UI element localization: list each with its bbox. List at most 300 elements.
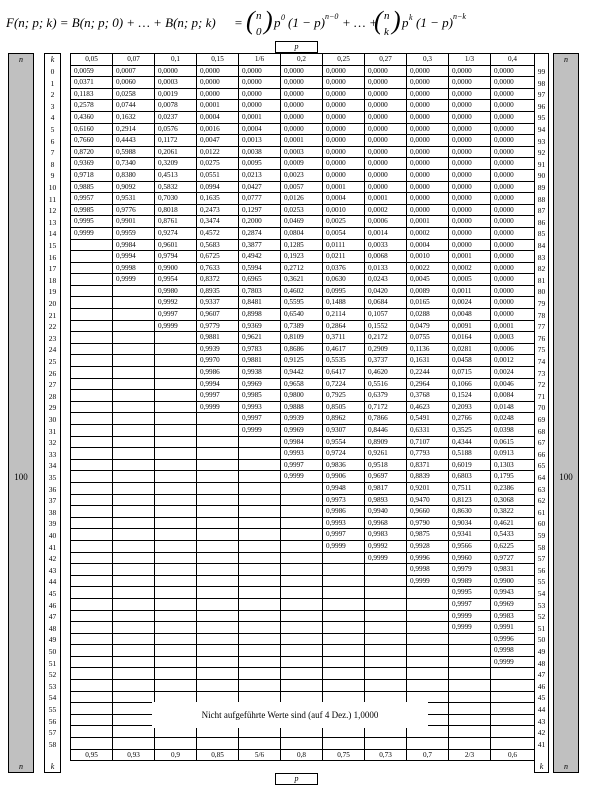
table-row-cell — [197, 598, 239, 610]
k-value: 24 — [48, 345, 57, 355]
table-row-cell — [407, 680, 449, 692]
k-value: 12 — [48, 206, 57, 216]
table-row-cell: 0,0000 — [239, 88, 281, 100]
table-row — [71, 332, 535, 344]
table-row-cell: 0,0237 — [155, 111, 197, 123]
p-footer-row-cell: 5/6 — [239, 749, 281, 761]
table-row-cell: 0,8018 — [155, 204, 197, 216]
table-row-cell — [113, 343, 155, 355]
table-row-cell — [113, 680, 155, 692]
table-row-cell — [239, 471, 281, 483]
table-row-cell — [197, 738, 239, 750]
table-row-cell: 0,0004 — [323, 193, 365, 205]
table-row-cell: 0,1066 — [449, 378, 491, 390]
table-row-cell: 0,3525 — [449, 425, 491, 437]
table-row-cell: 0,0011 — [449, 285, 491, 297]
n-value-left: 100 — [14, 472, 28, 482]
table-row-cell — [491, 668, 535, 680]
n-minus-k-value: 45 — [537, 693, 546, 703]
table-row-cell: 0,4344 — [449, 436, 491, 448]
table-row — [71, 239, 535, 251]
table-row-cell: 0,0000 — [449, 193, 491, 205]
table-row-cell — [155, 598, 197, 610]
table-row-cell: 0,0253 — [281, 204, 323, 216]
table-row-cell — [407, 668, 449, 680]
table-row — [71, 297, 535, 309]
table-row — [71, 540, 535, 552]
table-row-cell — [407, 622, 449, 634]
table-row-cell: 0,9718 — [71, 169, 113, 181]
table-row-cell — [71, 633, 113, 645]
table-row-cell: 0,9938 — [239, 367, 281, 379]
table-row-cell: 0,0089 — [407, 285, 449, 297]
table-row-cell — [155, 355, 197, 367]
table-row-cell — [323, 633, 365, 645]
table-row-cell — [71, 575, 113, 587]
table-row — [71, 146, 535, 158]
table-row-cell: 0,0010 — [407, 251, 449, 263]
table-row-cell: 0,0000 — [449, 158, 491, 170]
table-row-cell: 0,0000 — [407, 65, 449, 77]
table-row-cell: 0,4443 — [113, 135, 155, 147]
table-row-cell: 0,9998 — [407, 564, 449, 576]
table-row-cell — [323, 564, 365, 576]
table-row-cell: 0,6725 — [197, 251, 239, 263]
table-row-cell: 0,0003 — [281, 146, 323, 158]
table-row-cell: 0,0576 — [155, 123, 197, 135]
table-row-cell — [155, 459, 197, 471]
table-row-cell — [71, 714, 113, 726]
table-row-cell: 0,1795 — [491, 471, 535, 483]
table-row-cell: 0,0000 — [323, 111, 365, 123]
table-row-cell: 0,0000 — [197, 65, 239, 77]
table-row-cell — [449, 633, 491, 645]
table-row — [71, 529, 535, 541]
table-row-cell: 0,0000 — [323, 169, 365, 181]
n-minus-k-value: 64 — [537, 473, 546, 482]
table-row-cell — [365, 587, 407, 599]
table-row-cell: 0,9034 — [449, 517, 491, 529]
table-row-cell: 0,0995 — [323, 285, 365, 297]
table-row-cell: 0,0005 — [449, 274, 491, 286]
table-row-cell: 0,2061 — [155, 146, 197, 158]
table-row-cell: 0,9790 — [407, 517, 449, 529]
table-row-cell: 0,7172 — [365, 401, 407, 413]
table-row-cell: 0,9900 — [491, 575, 535, 587]
k-value: 38 — [48, 507, 57, 517]
table-row-cell: 0,8962 — [323, 413, 365, 425]
k-value: 4 — [50, 113, 55, 123]
table-row — [71, 610, 535, 622]
table-row-cell: 0,7030 — [155, 193, 197, 205]
table-row-cell: 0,9948 — [323, 482, 365, 494]
table-row-cell: 0,0002 — [449, 262, 491, 274]
table-row-cell: 0,0715 — [449, 367, 491, 379]
table-row-cell — [281, 506, 323, 518]
k-value: 22 — [48, 322, 57, 332]
table-row-cell: 0,0000 — [449, 123, 491, 135]
table-row-cell — [281, 575, 323, 587]
table-row-cell: 0,2000 — [239, 216, 281, 228]
table-row-cell: 0,7107 — [407, 436, 449, 448]
table-row-cell — [449, 726, 491, 738]
table-row-cell: 0,3068 — [491, 494, 535, 506]
table-row-cell — [407, 610, 449, 622]
table-row-cell — [113, 459, 155, 471]
table-row-cell: 0,0000 — [491, 158, 535, 170]
n-minus-k-value: 82 — [537, 264, 546, 274]
table-row-cell: 0,0913 — [491, 448, 535, 460]
table-row-cell: 0,9906 — [323, 471, 365, 483]
table-row-cell — [71, 274, 113, 286]
table-row-cell — [71, 448, 113, 460]
table-row — [71, 320, 535, 332]
table-row-cell — [71, 598, 113, 610]
p-footer-row-cell: 0,93 — [113, 749, 155, 761]
table-row-cell — [155, 367, 197, 379]
k-value: 2 — [50, 90, 55, 100]
table-row-cell: 0,1552 — [365, 320, 407, 332]
table-row-cell — [71, 564, 113, 576]
table-row-cell: 0,0000 — [323, 146, 365, 158]
p-header-row-cell: 0,05 — [71, 54, 113, 66]
table-row-cell: 0,2114 — [323, 309, 365, 321]
k-value: 46 — [48, 600, 57, 610]
table-row-cell: 0,0014 — [365, 227, 407, 239]
table-row-cell: 0,0000 — [197, 77, 239, 89]
table-row-cell: 0,0000 — [365, 77, 407, 89]
table-row — [71, 575, 535, 587]
table-row-cell — [113, 378, 155, 390]
table-row-cell: 0,0133 — [365, 262, 407, 274]
k-value: 14 — [48, 229, 57, 239]
table-row-cell — [239, 587, 281, 599]
table-row-cell: 0,3737 — [365, 355, 407, 367]
table-row-cell — [71, 401, 113, 413]
n-minus-k-value: 62 — [537, 496, 546, 506]
n-minus-k-value: 69 — [537, 415, 546, 424]
table-row-cell — [197, 482, 239, 494]
k-value: 49 — [48, 635, 57, 645]
svg-text:k: k — [384, 26, 389, 38]
svg-text:k: k — [409, 13, 413, 22]
table-row-cell — [113, 506, 155, 518]
table-row-cell — [197, 587, 239, 599]
table-row — [71, 135, 535, 147]
table-row-cell — [113, 448, 155, 460]
table-row-cell: 0,9817 — [365, 482, 407, 494]
table-row-cell: 0,9998 — [113, 262, 155, 274]
table-row-cell: 0,9531 — [113, 193, 155, 205]
table-row-cell: 0,7340 — [113, 158, 155, 170]
k-value: 11 — [48, 194, 57, 204]
table-row-cell — [197, 645, 239, 657]
table-row — [71, 401, 535, 413]
table-row-cell — [155, 517, 197, 529]
table-row-cell — [71, 355, 113, 367]
table-row-cell: 0,9984 — [281, 436, 323, 448]
table-row-cell: 0,9940 — [365, 506, 407, 518]
table-row-cell — [239, 633, 281, 645]
table-row-cell: 0,7633 — [197, 262, 239, 274]
table-row-cell: 0,1303 — [491, 459, 535, 471]
table-row-cell: 0,9954 — [155, 274, 197, 286]
k-value: 53 — [48, 681, 57, 691]
table-row-cell — [155, 668, 197, 680]
table-row-cell — [197, 540, 239, 552]
table-row-cell: 0,0001 — [407, 216, 449, 228]
table-row-cell — [449, 703, 491, 715]
table-row-cell — [113, 738, 155, 750]
table-row-cell — [155, 587, 197, 599]
table-row-cell: 0,0111 — [323, 239, 365, 251]
n-minus-k-value: 54 — [537, 589, 546, 598]
table-row-cell — [197, 494, 239, 506]
table-row — [71, 274, 535, 286]
table-row-cell: 0,8446 — [365, 425, 407, 437]
k-value: 29 — [48, 403, 57, 413]
table-row-cell: 0,0479 — [407, 320, 449, 332]
k-value: 15 — [48, 241, 57, 250]
table-row-cell: 0,9973 — [323, 494, 365, 506]
table-row — [71, 204, 535, 216]
table-row-cell — [197, 680, 239, 692]
table-row-cell: 0,6379 — [365, 390, 407, 402]
n-minus-k-value: 46 — [537, 681, 546, 691]
table-row-cell: 0,9607 — [197, 309, 239, 321]
table-row-cell — [113, 320, 155, 332]
table-row-cell — [407, 691, 449, 703]
table-row-cell — [113, 552, 155, 564]
table-row-cell: 0,0023 — [281, 169, 323, 181]
table-row-cell — [239, 494, 281, 506]
table-row-cell: 0,1297 — [239, 204, 281, 216]
table-row-cell: 0,8720 — [71, 146, 113, 158]
table-row-cell: 0,9776 — [113, 204, 155, 216]
n-header-right: n — [564, 55, 568, 64]
k-value: 19 — [48, 287, 57, 297]
p-header-row-cell: 0,15 — [197, 54, 239, 66]
table-row-cell: 0,8630 — [449, 506, 491, 518]
table-row-cell: 0,9980 — [155, 285, 197, 297]
table-row-cell — [155, 610, 197, 622]
table-row-cell: 0,9969 — [491, 598, 535, 610]
table-row-cell: 0,0000 — [365, 123, 407, 135]
table-row-cell: 0,0002 — [407, 227, 449, 239]
table-row-cell: 0,9983 — [365, 529, 407, 541]
p-header-row-cell: 1/3 — [449, 54, 491, 66]
table-row-cell: 0,0003 — [491, 332, 535, 344]
svg-text:+ … +: + … + — [342, 15, 378, 30]
table-row-cell: 0,8109 — [281, 332, 323, 344]
svg-text:p: p — [402, 15, 409, 30]
table-row-cell: 0,0000 — [491, 297, 535, 309]
n-minus-k-value: 48 — [537, 658, 546, 668]
table-row-cell — [197, 413, 239, 425]
table-row-cell — [239, 459, 281, 471]
table-row-cell — [281, 645, 323, 657]
table-row-cell: 0,0000 — [365, 100, 407, 112]
table-row-cell: 0,9724 — [323, 448, 365, 460]
table-row-cell: 0,9442 — [281, 367, 323, 379]
table-row-cell: 0,6965 — [239, 274, 281, 286]
table-row-cell: 0,0458 — [449, 355, 491, 367]
table-row-cell: 0,9969 — [239, 378, 281, 390]
table-row-cell — [155, 738, 197, 750]
table-row-cell — [71, 251, 113, 263]
table-row-cell — [113, 529, 155, 541]
table-row-cell: 0,0001 — [281, 135, 323, 147]
table-row-cell — [155, 494, 197, 506]
table-row-cell: 0,9999 — [281, 471, 323, 483]
table-row-cell — [197, 506, 239, 518]
table-row-cell: 0,9261 — [365, 448, 407, 460]
n-column-right — [553, 53, 579, 773]
p-footer-row-cell: 0,75 — [323, 749, 365, 761]
table-row-cell: 0,9999 — [491, 656, 535, 668]
table-row-cell — [197, 517, 239, 529]
table-row-cell: 0,0095 — [239, 158, 281, 170]
table-row-cell: 0,2909 — [365, 343, 407, 355]
n-minus-k-value: 65 — [537, 461, 546, 471]
table-row-cell — [239, 436, 281, 448]
table-row-cell — [155, 436, 197, 448]
table-row — [71, 691, 535, 703]
table-row-cell — [281, 552, 323, 564]
table-row — [71, 738, 535, 750]
table-row-cell — [239, 575, 281, 587]
table-row-cell: 0,0000 — [449, 204, 491, 216]
table-row-cell: 0,0000 — [491, 309, 535, 321]
table-row-cell: 0,9995 — [449, 587, 491, 599]
table-row — [71, 343, 535, 355]
table-row-cell: 0,9999 — [407, 575, 449, 587]
table-row-cell — [197, 575, 239, 587]
table-row-cell: 0,5988 — [113, 146, 155, 158]
table-row-cell — [239, 448, 281, 460]
k-value: 17 — [48, 264, 57, 274]
table-row-cell: 0,9999 — [365, 552, 407, 564]
table-row-cell: 0,4513 — [155, 169, 197, 181]
table-row-cell: 0,7224 — [323, 378, 365, 390]
table-row-cell: 0,4942 — [239, 251, 281, 263]
k-value: 10 — [48, 183, 57, 192]
table-row-cell: 0,0059 — [71, 65, 113, 77]
table-row — [71, 471, 535, 483]
p-footer-row-cell: 0,6 — [491, 749, 535, 761]
table-row-cell: 0,0000 — [407, 181, 449, 193]
table-row-cell — [239, 529, 281, 541]
n-minus-k-value: 79 — [537, 299, 546, 308]
n-column-left — [8, 53, 34, 773]
table-row-cell: 0,0000 — [323, 100, 365, 112]
table-row-cell — [407, 633, 449, 645]
table-row-cell — [71, 656, 113, 668]
table-row-cell — [197, 622, 239, 634]
table-row-cell: 0,8505 — [323, 401, 365, 413]
table-row-cell: 0,9999 — [197, 401, 239, 413]
table-row-cell: 0,0469 — [281, 216, 323, 228]
table-row-cell: 0,7389 — [281, 320, 323, 332]
table-row-cell — [155, 564, 197, 576]
table-row-cell: 0,4602 — [281, 285, 323, 297]
table-row-cell: 0,9983 — [491, 610, 535, 622]
table-row — [71, 158, 535, 170]
table-row-cell: 0,0000 — [491, 111, 535, 123]
table-row-cell — [281, 668, 323, 680]
k-value: 7 — [50, 148, 55, 158]
table-row-cell — [323, 622, 365, 634]
table-row-cell — [71, 482, 113, 494]
k-footer-right: k — [539, 762, 544, 771]
table-row-cell: 0,9881 — [239, 355, 281, 367]
table-row-cell: 0,6417 — [323, 367, 365, 379]
table-row-cell: 0,8372 — [197, 274, 239, 286]
table-row-cell: 0,2473 — [197, 204, 239, 216]
table-row — [71, 251, 535, 263]
k-value: 18 — [48, 275, 57, 285]
table-row-cell: 0,9995 — [71, 216, 113, 228]
table-row-cell — [155, 691, 197, 703]
table-row-cell — [113, 285, 155, 297]
table-row-cell: 0,9993 — [281, 448, 323, 460]
table-row — [71, 390, 535, 402]
table-row-cell: 0,9779 — [197, 320, 239, 332]
table-row-cell — [323, 552, 365, 564]
table-row-cell — [71, 343, 113, 355]
n-minus-k-value: 84 — [537, 241, 546, 250]
k-value: 27 — [48, 380, 57, 390]
table-row-cell: 0,9985 — [71, 204, 113, 216]
table-row-cell: 0,5994 — [239, 262, 281, 274]
svg-text:n: n — [384, 10, 390, 22]
table-row-cell: 0,1488 — [323, 297, 365, 309]
table-row-cell: 0,1631 — [407, 355, 449, 367]
table-row-cell: 0,9881 — [197, 332, 239, 344]
n-minus-k-value: 55 — [537, 577, 546, 587]
table-row-cell: 0,2712 — [281, 262, 323, 274]
table-row-cell: 0,0000 — [449, 146, 491, 158]
table-row-cell: 0,7660 — [71, 135, 113, 147]
table-row-cell — [281, 482, 323, 494]
table-row-cell: 0,9601 — [155, 239, 197, 251]
table-row-cell: 0,0000 — [491, 216, 535, 228]
table-row-cell: 0,9697 — [365, 471, 407, 483]
table-row-cell: 0,9997 — [281, 459, 323, 471]
n-minus-k-value: 94 — [537, 125, 546, 134]
table-row-cell: 0,9991 — [491, 622, 535, 634]
n-footer-right: n — [564, 762, 568, 771]
p-footer-row-cell: 0,9 — [155, 749, 197, 761]
n-minus-k-value: 72 — [537, 380, 546, 390]
table-row — [71, 482, 535, 494]
k-value: 47 — [48, 612, 57, 622]
table-row — [71, 285, 535, 297]
table-row-cell: 0,7925 — [323, 390, 365, 402]
table-row-cell: 0,0000 — [407, 77, 449, 89]
table-row-cell — [155, 622, 197, 634]
table-row — [71, 181, 535, 193]
table-row-cell: 0,4617 — [323, 343, 365, 355]
table-row-cell: 0,0000 — [281, 100, 323, 112]
table-row-cell: 0,0420 — [365, 285, 407, 297]
table-row-cell: 0,0000 — [449, 135, 491, 147]
n-minus-k-value: 93 — [537, 136, 546, 146]
n-minus-k-value: 74 — [537, 357, 546, 366]
svg-text:n: n — [256, 10, 262, 22]
table-row — [71, 309, 535, 321]
table-row-cell: 0,0012 — [491, 355, 535, 367]
